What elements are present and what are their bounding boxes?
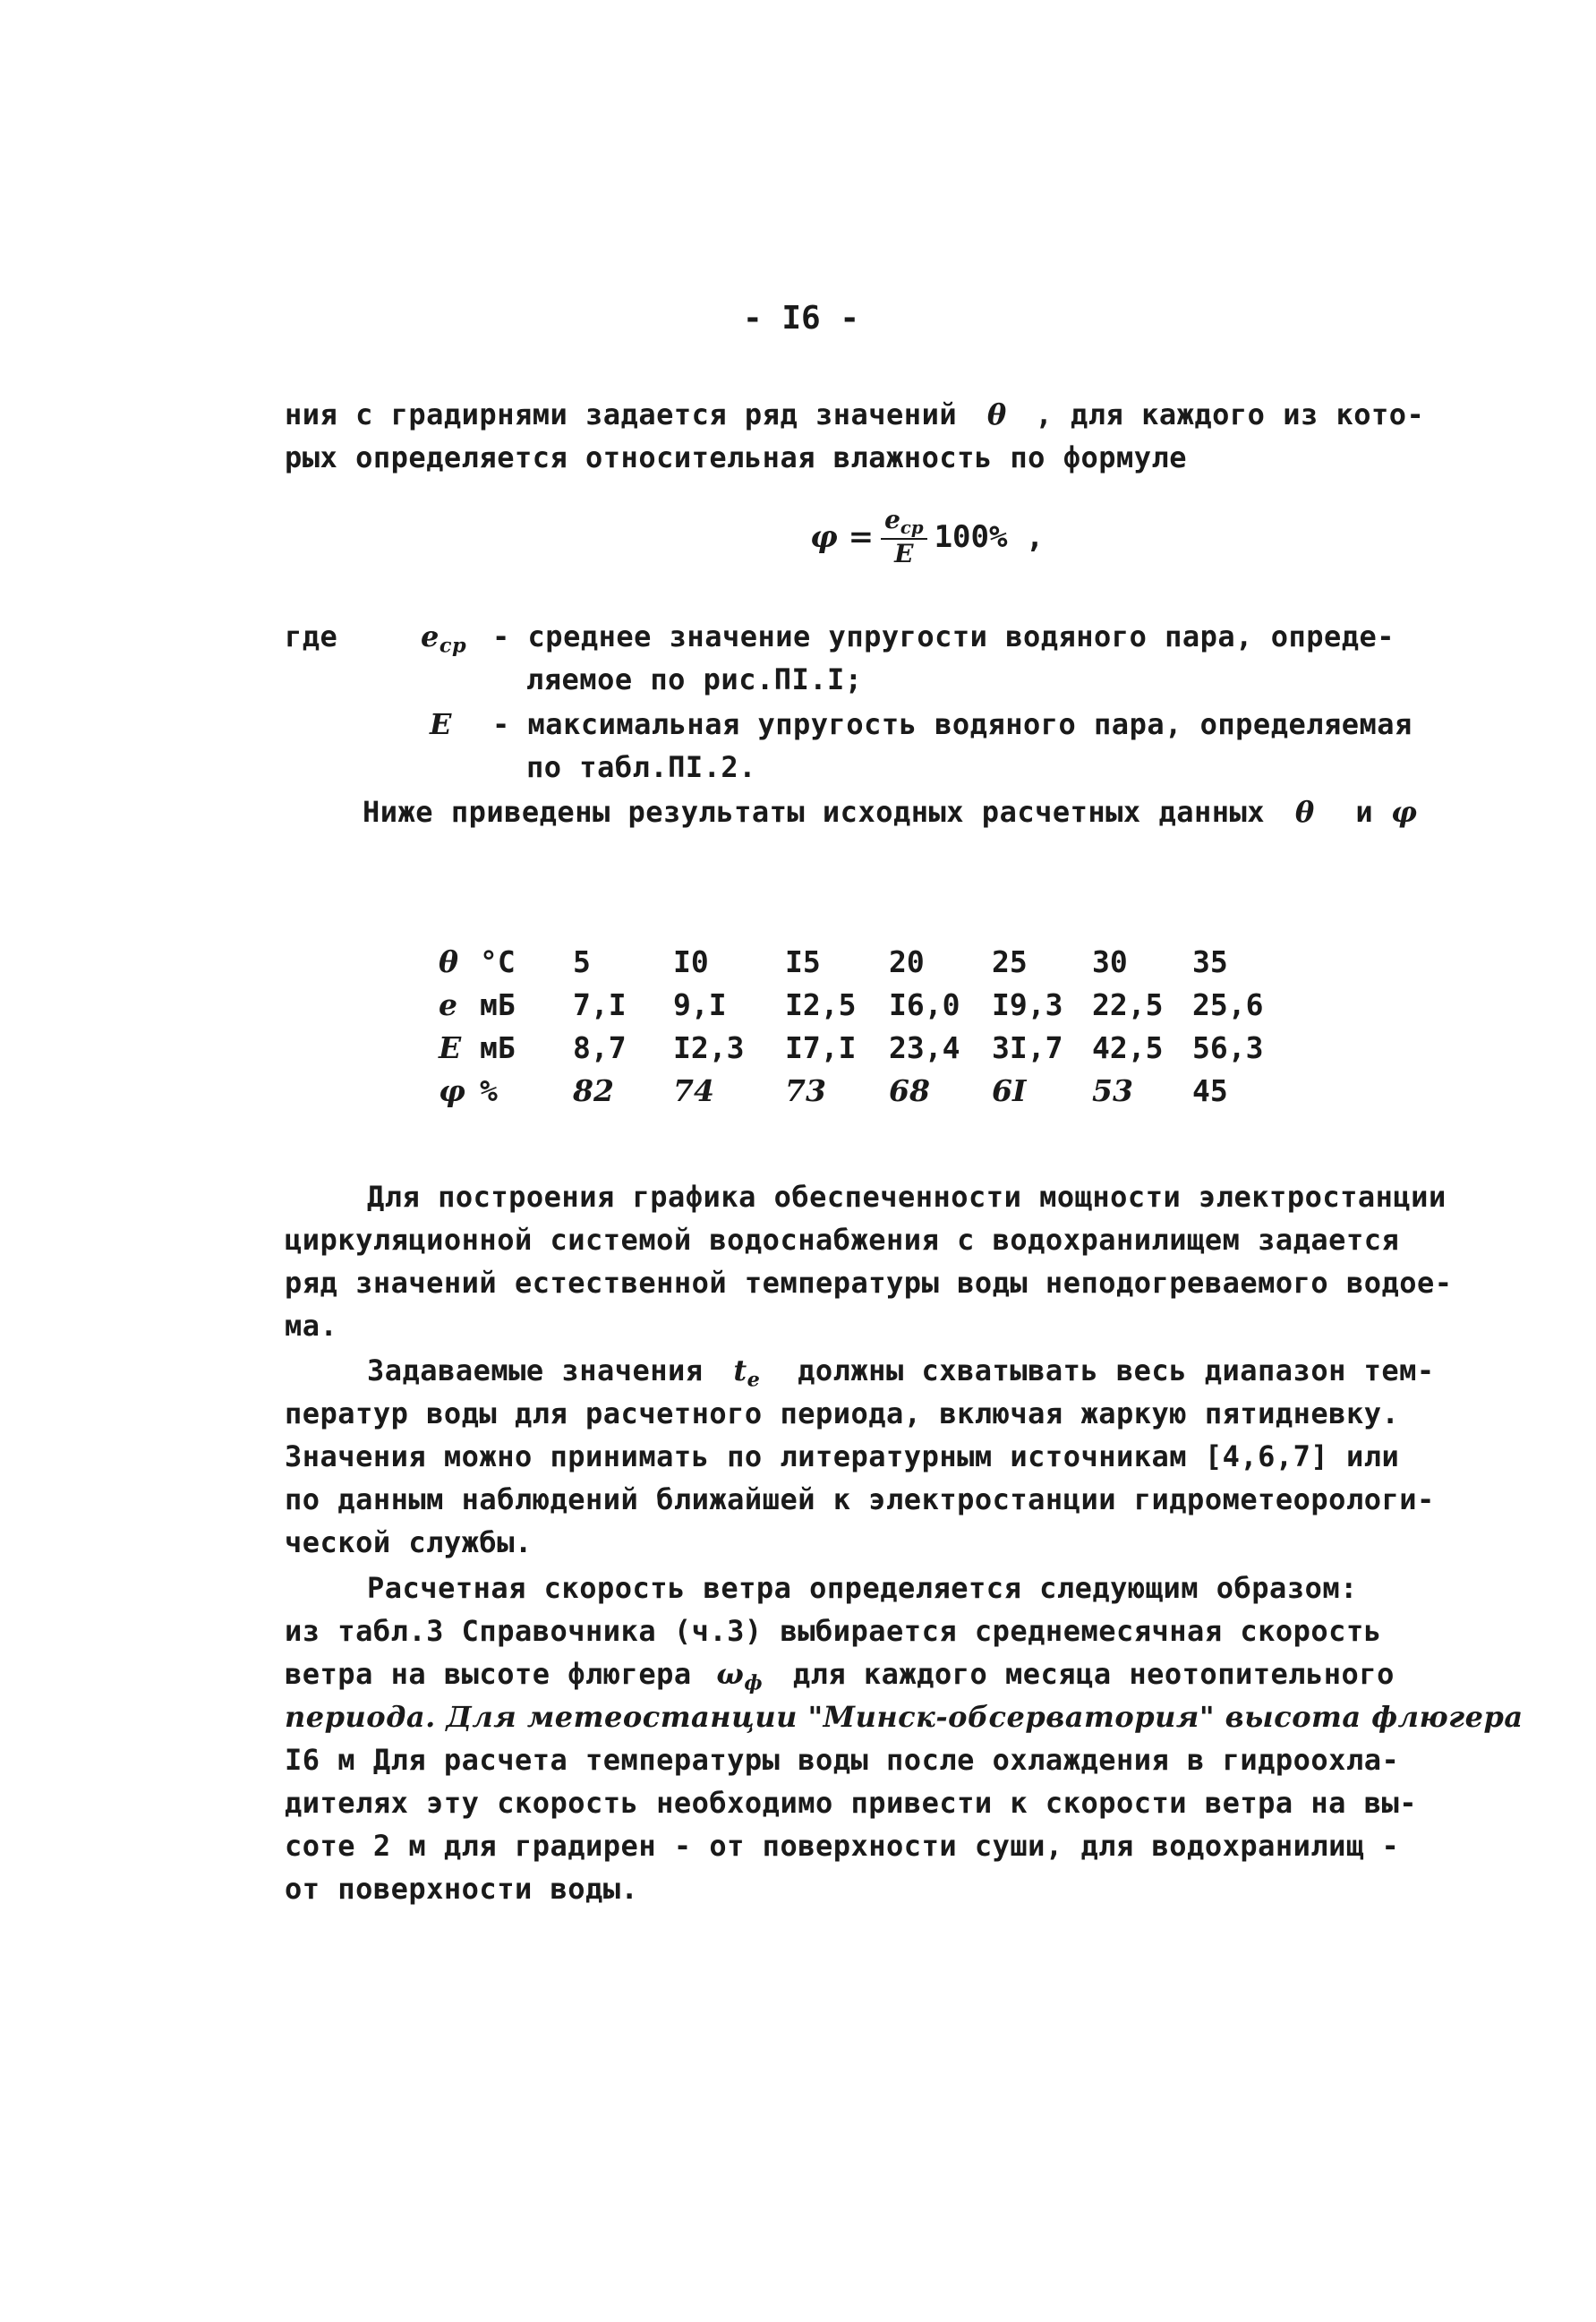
definition-2-line-2: по табл.ПI.2. [526,750,756,784]
table-cell: 7,I [573,987,627,1022]
table-cell: 9,I [673,987,727,1022]
results-intro-line: Ниже приведены результаты исходных расчетных данных θ и φ [363,795,1418,829]
paragraph-2-line-1: Задаваемые значения $t_e$ должны схватывать весь диапазон тем- [367,1353,1435,1392]
table-cell: 6I [992,1073,1027,1108]
table-cell: 8,7 [573,1030,627,1065]
e-avg-symbol: $e_{ср}$ [421,619,467,658]
formula-lhs: φ = [810,519,875,555]
row-symbol: E [439,1030,462,1065]
paragraph-3-line-6: дителях эту скорость необходимо привести к скорости ветра на вы- [285,1786,1417,1820]
table-cell: 53 [1092,1073,1133,1108]
table-cell: 25 [992,944,1028,979]
row-unit: % [480,1073,498,1108]
definition-1-line-2: ляемое по рис.ПI.I; [526,662,863,696]
table-cell: 82 [573,1073,614,1108]
table-cell: I7,I [785,1030,857,1065]
page-number: - I6 - [743,300,860,337]
table-cell: 45 [1192,1073,1228,1108]
row-unit: мБ [480,987,516,1022]
paragraph-1-line-2: циркуляционной системой водоснабжения с водохранилищем задается [285,1223,1400,1257]
t-e-symbol: $t_e$ [733,1353,761,1392]
humidity-formula [810,497,1044,577]
table-cell: I2,5 [785,987,857,1022]
table-cell: I6,0 [889,987,960,1022]
paragraph-1-line-4: ма. [285,1309,338,1343]
paragraph-3-line-1: Расчетная скорость ветра определяется следующим образом: [367,1571,1358,1605]
definition-2-line-1: - максимальная упругость водяного пара, определяемая [492,707,1413,741]
paragraph-3-line-7: соте 2 м для градирен - от поверхности суши, для водохранилищ - [285,1829,1400,1863]
e-max-symbol: E [430,707,452,741]
table-cell: 30 [1092,944,1128,979]
formula-numerator: $e_{ср}$ [881,508,926,540]
paragraph-3-line-5: I6 м Для расчета температуры воды после охлаждения в гидроохла- [285,1743,1400,1777]
table-cell: 74 [673,1073,714,1108]
paragraph-3-line-8: от поверхности воды. [285,1872,639,1906]
intro-line-1 [285,397,1424,431]
table-cell: 42,5 [1092,1030,1164,1065]
paragraph-2-line-3: Значения можно принимать по литературным источникам [4,6,7] или [285,1439,1400,1473]
table-row-phi [439,1073,1298,1116]
theta-symbol: θ [986,397,1007,431]
intro-line-1-end: , для каждого из кото- [1035,397,1425,431]
intro-line-1-start: ния с градирнями задается ряд значений [285,397,958,431]
table-cell: 22,5 [1092,987,1164,1022]
table-cell: 35 [1192,944,1228,979]
paragraph-2-line-2: ператур воды для расчетного периода, включая жаркую пятидневку. [285,1396,1400,1430]
paragraph-2-line-4: по данным наблюдений ближайшей к электростанции гидрометеорологи- [285,1482,1435,1516]
table-row-e-max [439,1030,1298,1073]
table-cell: 56,3 [1192,1030,1264,1065]
table-cell: I2,3 [673,1030,745,1065]
table-cell: 23,4 [889,1030,960,1065]
paragraph-1-line-1: Для построения графика обеспеченности мощности электростанции [367,1180,1447,1214]
table-cell: I9,3 [992,987,1063,1022]
table-cell: 73 [785,1073,826,1108]
row-symbol: θ [439,944,459,979]
omega-symbol: $\omega_ф$ [716,1657,764,1695]
table-row-e-avg [439,987,1298,1030]
intro-line-2: рых определяется относительная влажность по формуле [285,440,1188,474]
formula-denominator: E [894,539,914,569]
paragraph-3-line-2: из табл.3 Справочника (ч.3) выбирается среднемесячная скорость [285,1614,1382,1648]
table-cell: I5 [785,944,821,979]
paragraph-3-line-3: ветра на высоте флюгера $\omega_ф$ для каждого месяца неотопительного [285,1657,1395,1695]
table-cell: 20 [889,944,925,979]
paragraph-2-line-5: ческой службы. [285,1525,533,1559]
row-unit: °С [480,944,516,979]
where-label: где [285,619,338,653]
table-row-theta [439,944,1298,987]
table-cell: 25,6 [1192,987,1264,1022]
formula-rhs: 100% , [934,519,1045,555]
row-unit: мБ [480,1030,516,1065]
table-cell: I0 [673,944,709,979]
row-symbol: e [439,987,457,1022]
definition-1-line-1: - среднее значение упругости водяного пара, опреде- [492,619,1395,653]
paragraph-3-line-4: периода. Для метеостанции "Минск-обсерватория" высота флюгера [285,1700,1523,1734]
table-cell: 3I,7 [992,1030,1063,1065]
formula-fraction [881,504,926,569]
row-symbol: φ [439,1073,465,1108]
table-cell: 5 [573,944,591,979]
paragraph-1-line-3: ряд значений естественной температуры воды неподогреваемого водое- [285,1266,1453,1300]
table-cell: 68 [889,1073,930,1108]
